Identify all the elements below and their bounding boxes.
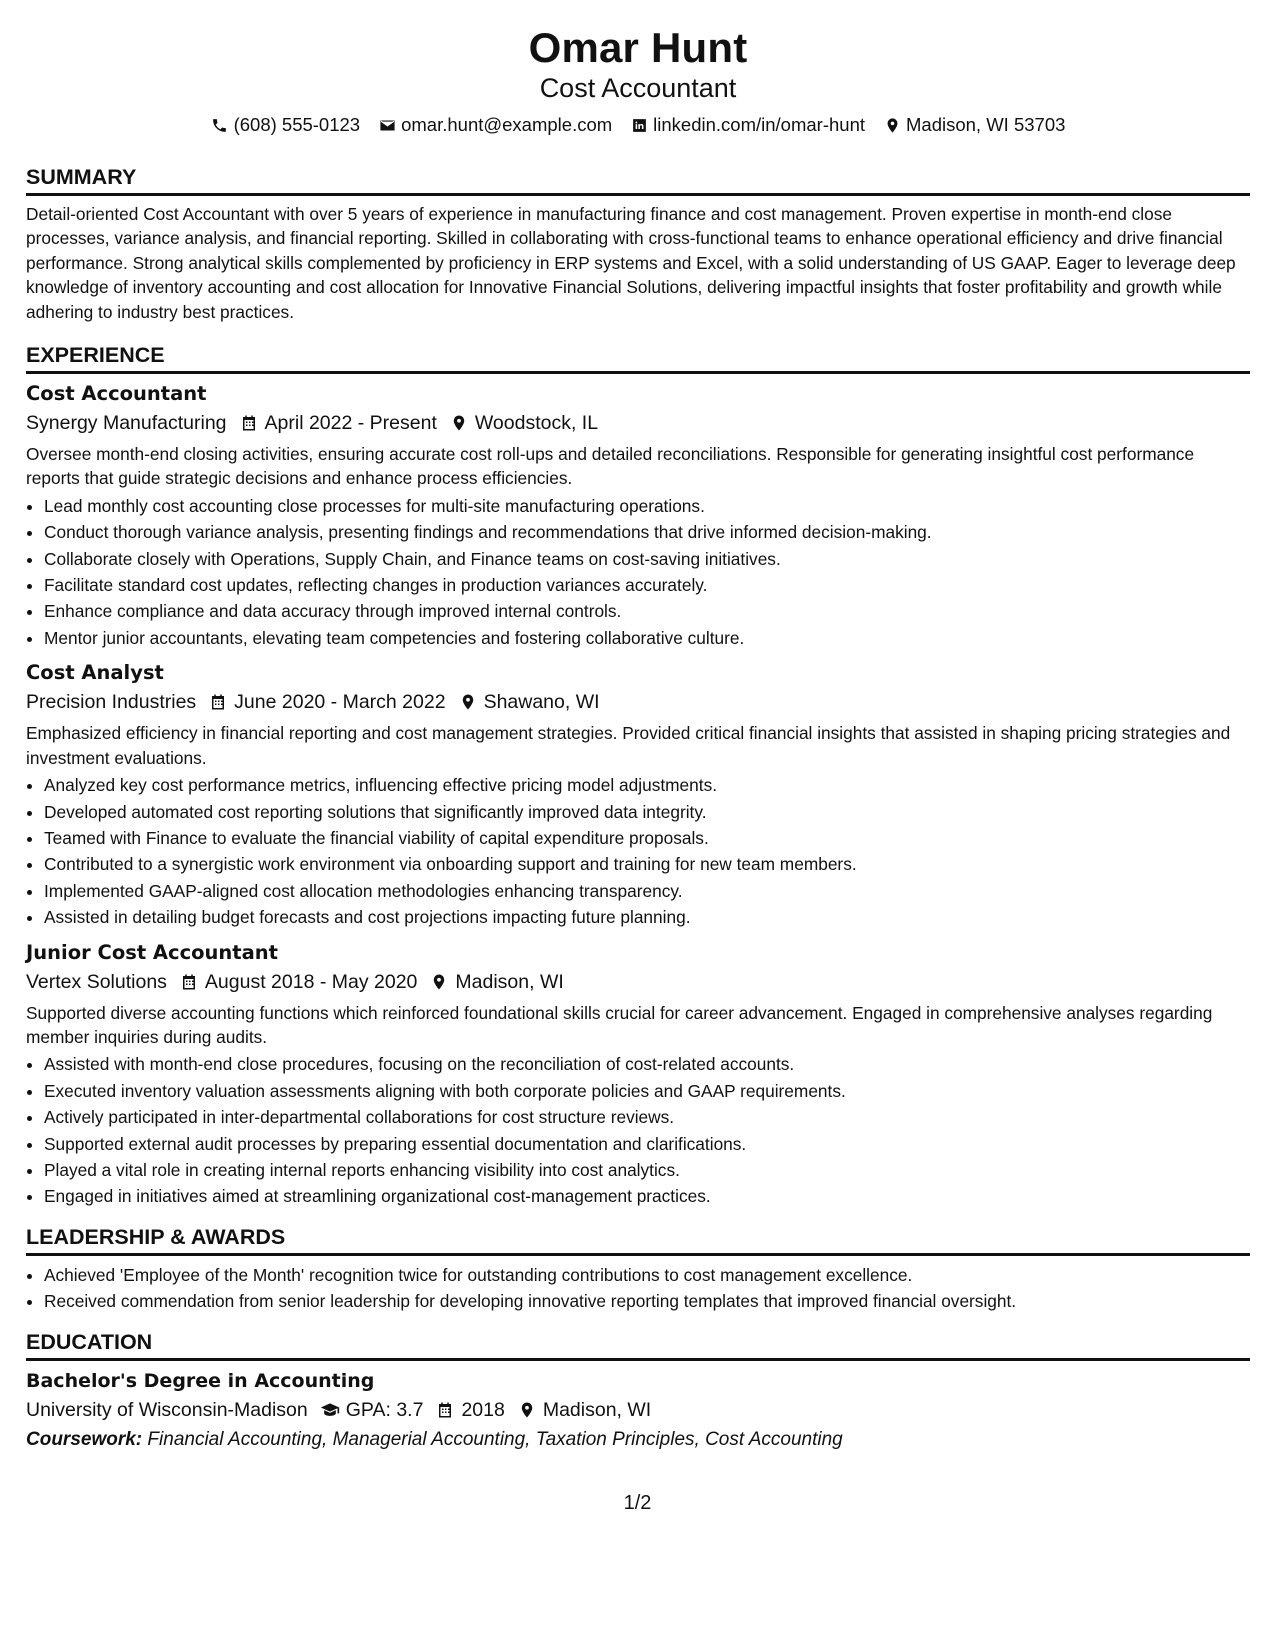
education-meta: [26, 1395, 1250, 1425]
job-bullets: [26, 493, 1250, 651]
job-meta: [26, 687, 1250, 717]
resume-page: [26, 22, 1250, 1455]
experience-list: [26, 380, 1250, 1210]
education-school: University of Wisconsin-Madison: [26, 1398, 308, 1421]
job-title: Cost Analyst: [26, 661, 164, 685]
map-marker-icon: [458, 693, 478, 711]
education-gpa: GPA: 3.7: [345, 1398, 424, 1421]
coursework: [26, 1425, 1250, 1455]
job-dates: April 2022 - Present: [264, 412, 437, 435]
job-description: Oversee month-end closing activities, ensuring accurate cost roll-ups and detailed reconciliations. Responsible for generating insightful cost performance reports that guide strategic decisions and enhance process efficiencies.: [26, 444, 1195, 489]
map-marker-icon: [517, 1401, 537, 1419]
leadership-list: [26, 1262, 1250, 1315]
education-year: 2018: [461, 1398, 505, 1421]
calendar-icon: [208, 693, 228, 711]
job-meta: [26, 967, 1250, 997]
job-location: Madison, WI: [455, 970, 564, 993]
job-bullets: [26, 772, 1250, 930]
resume-header: [26, 22, 1250, 138]
contact-linkedin[interactable]: [630, 112, 865, 138]
list-item: • Played a vital role in creating internal reports enhancing visibility into cost analytics.: [44, 1157, 1250, 1183]
experience-entry: [26, 659, 1250, 930]
job-meta: [26, 408, 1250, 438]
list-item: • Assisted in detailing budget forecasts and cost projections impacting future planning.: [44, 904, 1250, 930]
linkedin-icon: [630, 116, 648, 134]
education-heading: EDUCATION: [26, 1329, 1250, 1361]
contact-location: [883, 112, 1065, 138]
job-bullets: [26, 1051, 1250, 1209]
list-item: • Developed automated cost reporting solutions that significantly improved data integrity.: [44, 799, 1250, 825]
contact-phone: [211, 112, 361, 138]
experience-heading: EXPERIENCE: [26, 342, 1250, 374]
list-item: • Implemented GAAP-aligned cost allocation methodologies enhancing transparency.: [44, 878, 1250, 904]
calendar-icon: [179, 973, 199, 991]
page-number: 1/2: [623, 1492, 652, 1514]
job-dates: June 2020 - March 2022: [234, 691, 446, 714]
job-company: Synergy Manufacturing: [26, 412, 227, 435]
list-item: • Analyzed key cost performance metrics, influencing effective pricing model adjustments.: [44, 772, 1250, 798]
job-company: Vertex Solutions: [26, 970, 167, 993]
list-item: • Actively participated in inter-departmental collaborations for cost structure reviews.: [44, 1104, 1250, 1130]
list-item: • Collaborate closely with Operations, Supply Chain, and Finance teams on cost-saving initiatives.: [44, 546, 1250, 572]
leadership-heading: LEADERSHIP & AWARDS: [26, 1224, 1250, 1256]
job-description: Emphasized efficiency in financial reporting and cost management strategies. Provided critical financial insights that assisted in shaping pricing strategies and investment evaluations.: [26, 723, 1231, 768]
list-item: • Executed inventory valuation assessments aligning with both corporate policies and GAAP requirements.: [44, 1078, 1250, 1104]
experience-entry: [26, 939, 1250, 1210]
calendar-icon: [239, 414, 259, 432]
list-item: • Lead monthly cost accounting close processes for multi-site manufacturing operations.: [44, 493, 1250, 519]
list-item: • Mentor junior accountants, elevating team competencies and fostering collaborative culture.: [44, 625, 1250, 651]
calendar-icon: [435, 1401, 455, 1419]
envelope-icon: [378, 116, 396, 134]
contact-row: [26, 112, 1250, 138]
summary-heading: SUMMARY: [26, 164, 1250, 196]
job-title: Cost Accountant: [26, 382, 207, 406]
list-item: • Assisted with month-end close procedures, focusing on the reconciliation of cost-related accounts.: [44, 1051, 1250, 1077]
list-item: • Supported external audit processes by preparing essential documentation and clarifications.: [44, 1131, 1250, 1157]
list-item: • Engaged in initiatives aimed at streamlining organizational cost-management practices.: [44, 1183, 1250, 1209]
contact-email-text[interactable]: omar.hunt@example.com: [401, 114, 613, 135]
candidate-role: Cost Accountant: [539, 73, 737, 103]
list-item: • Conduct thorough variance analysis, presenting findings and recommendations that drive informed decision-making.: [44, 519, 1250, 545]
job-location: Woodstock, IL: [474, 412, 599, 435]
summary-text: Detail-oriented Cost Accountant with over 5 years of experience in manufacturing finance and cost management. Proven expertise in month-end close processes, variance analysis, and financial reporting. Skilled in collaborating with cross-functional teams to enhance operational efficiency and drive financial performance. Strong analytical skills complemented by proficiency in ERP systems and Excel, with a solid understanding of US GAAP. Eager to leverage deep knowledge of inventory accounting and cost allocation for Innovative Financial Solutions, delivering impactful insights that foster profitability and growth while adhering to industry best practices.: [26, 204, 1236, 322]
list-item: • Enhance compliance and data accuracy through improved internal controls.: [44, 598, 1250, 624]
contact-email[interactable]: [378, 112, 612, 138]
list-item: • Teamed with Finance to evaluate the financial viability of capital expenditure proposals.: [44, 825, 1250, 851]
coursework-list: Financial Accounting, Managerial Accounting, Taxation Principles, Cost Accounting: [147, 1428, 843, 1450]
phone-icon: [211, 116, 229, 134]
experience-entry: [26, 380, 1250, 651]
education-location: Madison, WI: [542, 1398, 652, 1421]
list-item: • Contributed to a synergistic work environment via onboarding support and training for new team members.: [44, 851, 1250, 877]
list-item: • Achieved 'Employee of the Month' recognition twice for outstanding contributions to cost management excellence.: [44, 1262, 1250, 1288]
candidate-name: Omar Hunt: [528, 24, 748, 71]
coursework-label: Coursework:: [26, 1428, 143, 1450]
graduation-cap-icon: [320, 1399, 340, 1421]
map-marker-icon: [883, 116, 901, 134]
job-title: Junior Cost Accountant: [26, 940, 278, 964]
job-description: Supported diverse accounting functions which reinforced foundational skills crucial for career advancement. Engaged in comprehensive analyses regarding member inquiries during audits.: [26, 1002, 1213, 1047]
contact-phone-text: (608) 555-0123: [233, 114, 361, 135]
education-degree: Bachelor's Degree in Accounting: [26, 1369, 375, 1392]
list-item: • Received commendation from senior leadership for developing innovative reporting templates that improved financial oversight.: [44, 1288, 1250, 1314]
map-marker-icon: [429, 973, 449, 991]
job-location: Shawano, WI: [483, 691, 600, 714]
contact-location-text: Madison, WI 53703: [906, 114, 1066, 135]
map-marker-icon: [449, 414, 469, 432]
list-item: • Facilitate standard cost updates, reflecting changes in production variances accurately.: [44, 572, 1250, 598]
job-dates: August 2018 - May 2020: [204, 970, 418, 993]
contact-linkedin-text[interactable]: linkedin.com/in/omar-hunt: [653, 114, 865, 135]
job-company: Precision Industries: [26, 691, 197, 714]
